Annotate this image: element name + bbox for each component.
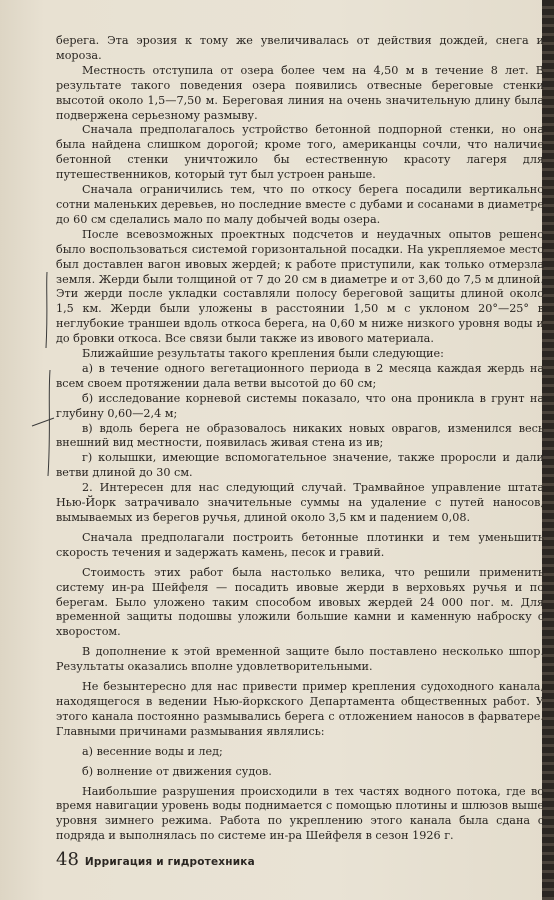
page-footer [56,849,255,870]
list-item: г) колышки, имеющие вспомогательное значение, также проросли и дали ветви длиной до 30 см. [56,451,544,480]
paragraph: После всевозможных проектных подсчетов и неудачных опытов решено было воспользоваться системой горизонтальной посадки. На укрепляемое место был доставлен вагон ивовых жердей; к работе приступили, как только отмерзла земля. Жерди были толщиной от 7 до 20 см в диаметре и от 3,60 до 7,5 м длиной. Эти жерди после укладки составляли полосу береговой защиты длиной около 1,5 км. Жерди были уложены в расстоянии 1,50 м с уклоном 20°—25° в неглубокие траншеи вдоль откоса берега, на 0,60 м ниже низкого уровня воды и до бровки откоса. Все связи были также из ивового материала. [56,227,544,346]
body-text [56,34,544,844]
list-item: а) в течение одного вегетационного периода в 2 месяца каждая жердь на всем своем протяжении дала ветви высотой до 60 см; [56,361,544,390]
list-item: а) весенние воды и лед; [82,744,223,758]
paragraph: Местность отступила от озера более чем на 4,50 м в течение 8 лет. В результате такого поведения озера появились отвесные береговые стенки высотой около 1,5—7,50 м. Береговая линия на очень значительную длину была подвержена серьезному размыву. [56,63,544,122]
paragraph: Не безынтересно для нас привести пример крепления судоходного канала, находящегося в ведении Нью-йоркского Департамента общественных работ. У этого канала постоянно размывались берега с отложением наносов в фарватере. Главными причинами размывания являлись: [56,680,544,738]
list-item: б) волнение от движения судов. [82,764,272,778]
page-number: 48 [56,849,79,870]
pencil-margin-line-icon [44,270,50,350]
paragraph: Сначала предполагалось устройство бетонной подпорной стенки, но она была найдена слишком дорогой; кроме того, американцы сочли, что наличие бетонной стенки уничтожило бы естественную красоту лагеря для путешественников, который тут был устроен раньше. [56,123,544,182]
paragraph: 2. Интересен для нас следующий случай. Трамвайное управление штата Нью-Йорк затрачивало значительные суммы на удаление с путей наносов, вымываемых из берегов ручья, длиной около 3,5 км и падением 0,08. [56,481,544,524]
paragraph: Наибольшие разрушения происходили в тех частях водного потока, где во время навигации уровень воды поднимается с помощью плотины и шлюзов выше уровня зимнего режима. Работа по укреплению этого канала была сдана с подряда и выполнялась по системе ин-ра Шейфеля в сезон 1926 г. [56,784,544,843]
paragraph: Сначала ограничились тем, что по откосу берега посадили вертикально сотни маленьких деревьев, но последние вместе с дубами и сосанами в диаметре до 60 см сделались мало по малу добычей воды озера. [56,183,544,226]
paragraph: Ближайшие результаты такого крепления были следующие: [82,347,444,361]
journal-name: Ирригация и гидротехника [84,856,255,868]
paragraph: Стоимость этих работ была настолько велика, что решили применить систему ин-ра Шейфеля — посадить ивовые жерди в верховьях ручья и по берегам. Было уложено таким способом ивовых жердей 24 000 пог. м. Для временной защиты подошвы уложили большие камни и каменную наброску с хворостом. [56,565,544,639]
paragraph: В дополнение к этой временной защите было поставлено несколько шпор. Результаты оказались вполне удовлетворительными. [56,645,544,674]
list-item: в) вдоль берега не образовалось никаких новых оврагов, изменился весь внешний вид местности, появилась живая стена из ив; [56,421,544,450]
paragraph: берега. Эта эрозия к тому же увеличивалась от действия дождей, снега и мороза. [56,34,544,62]
pencil-margin-bracket-icon [30,368,56,478]
list-item: б) исследование корневой системы показало, что она проникла в грунт на глубину 0,60—2,4 м; [56,391,544,420]
paragraph: Сначала предполагали построить бетонные плотинки и тем уменьшить скорость течения и задержать камень, песок и гравий. [56,530,544,559]
